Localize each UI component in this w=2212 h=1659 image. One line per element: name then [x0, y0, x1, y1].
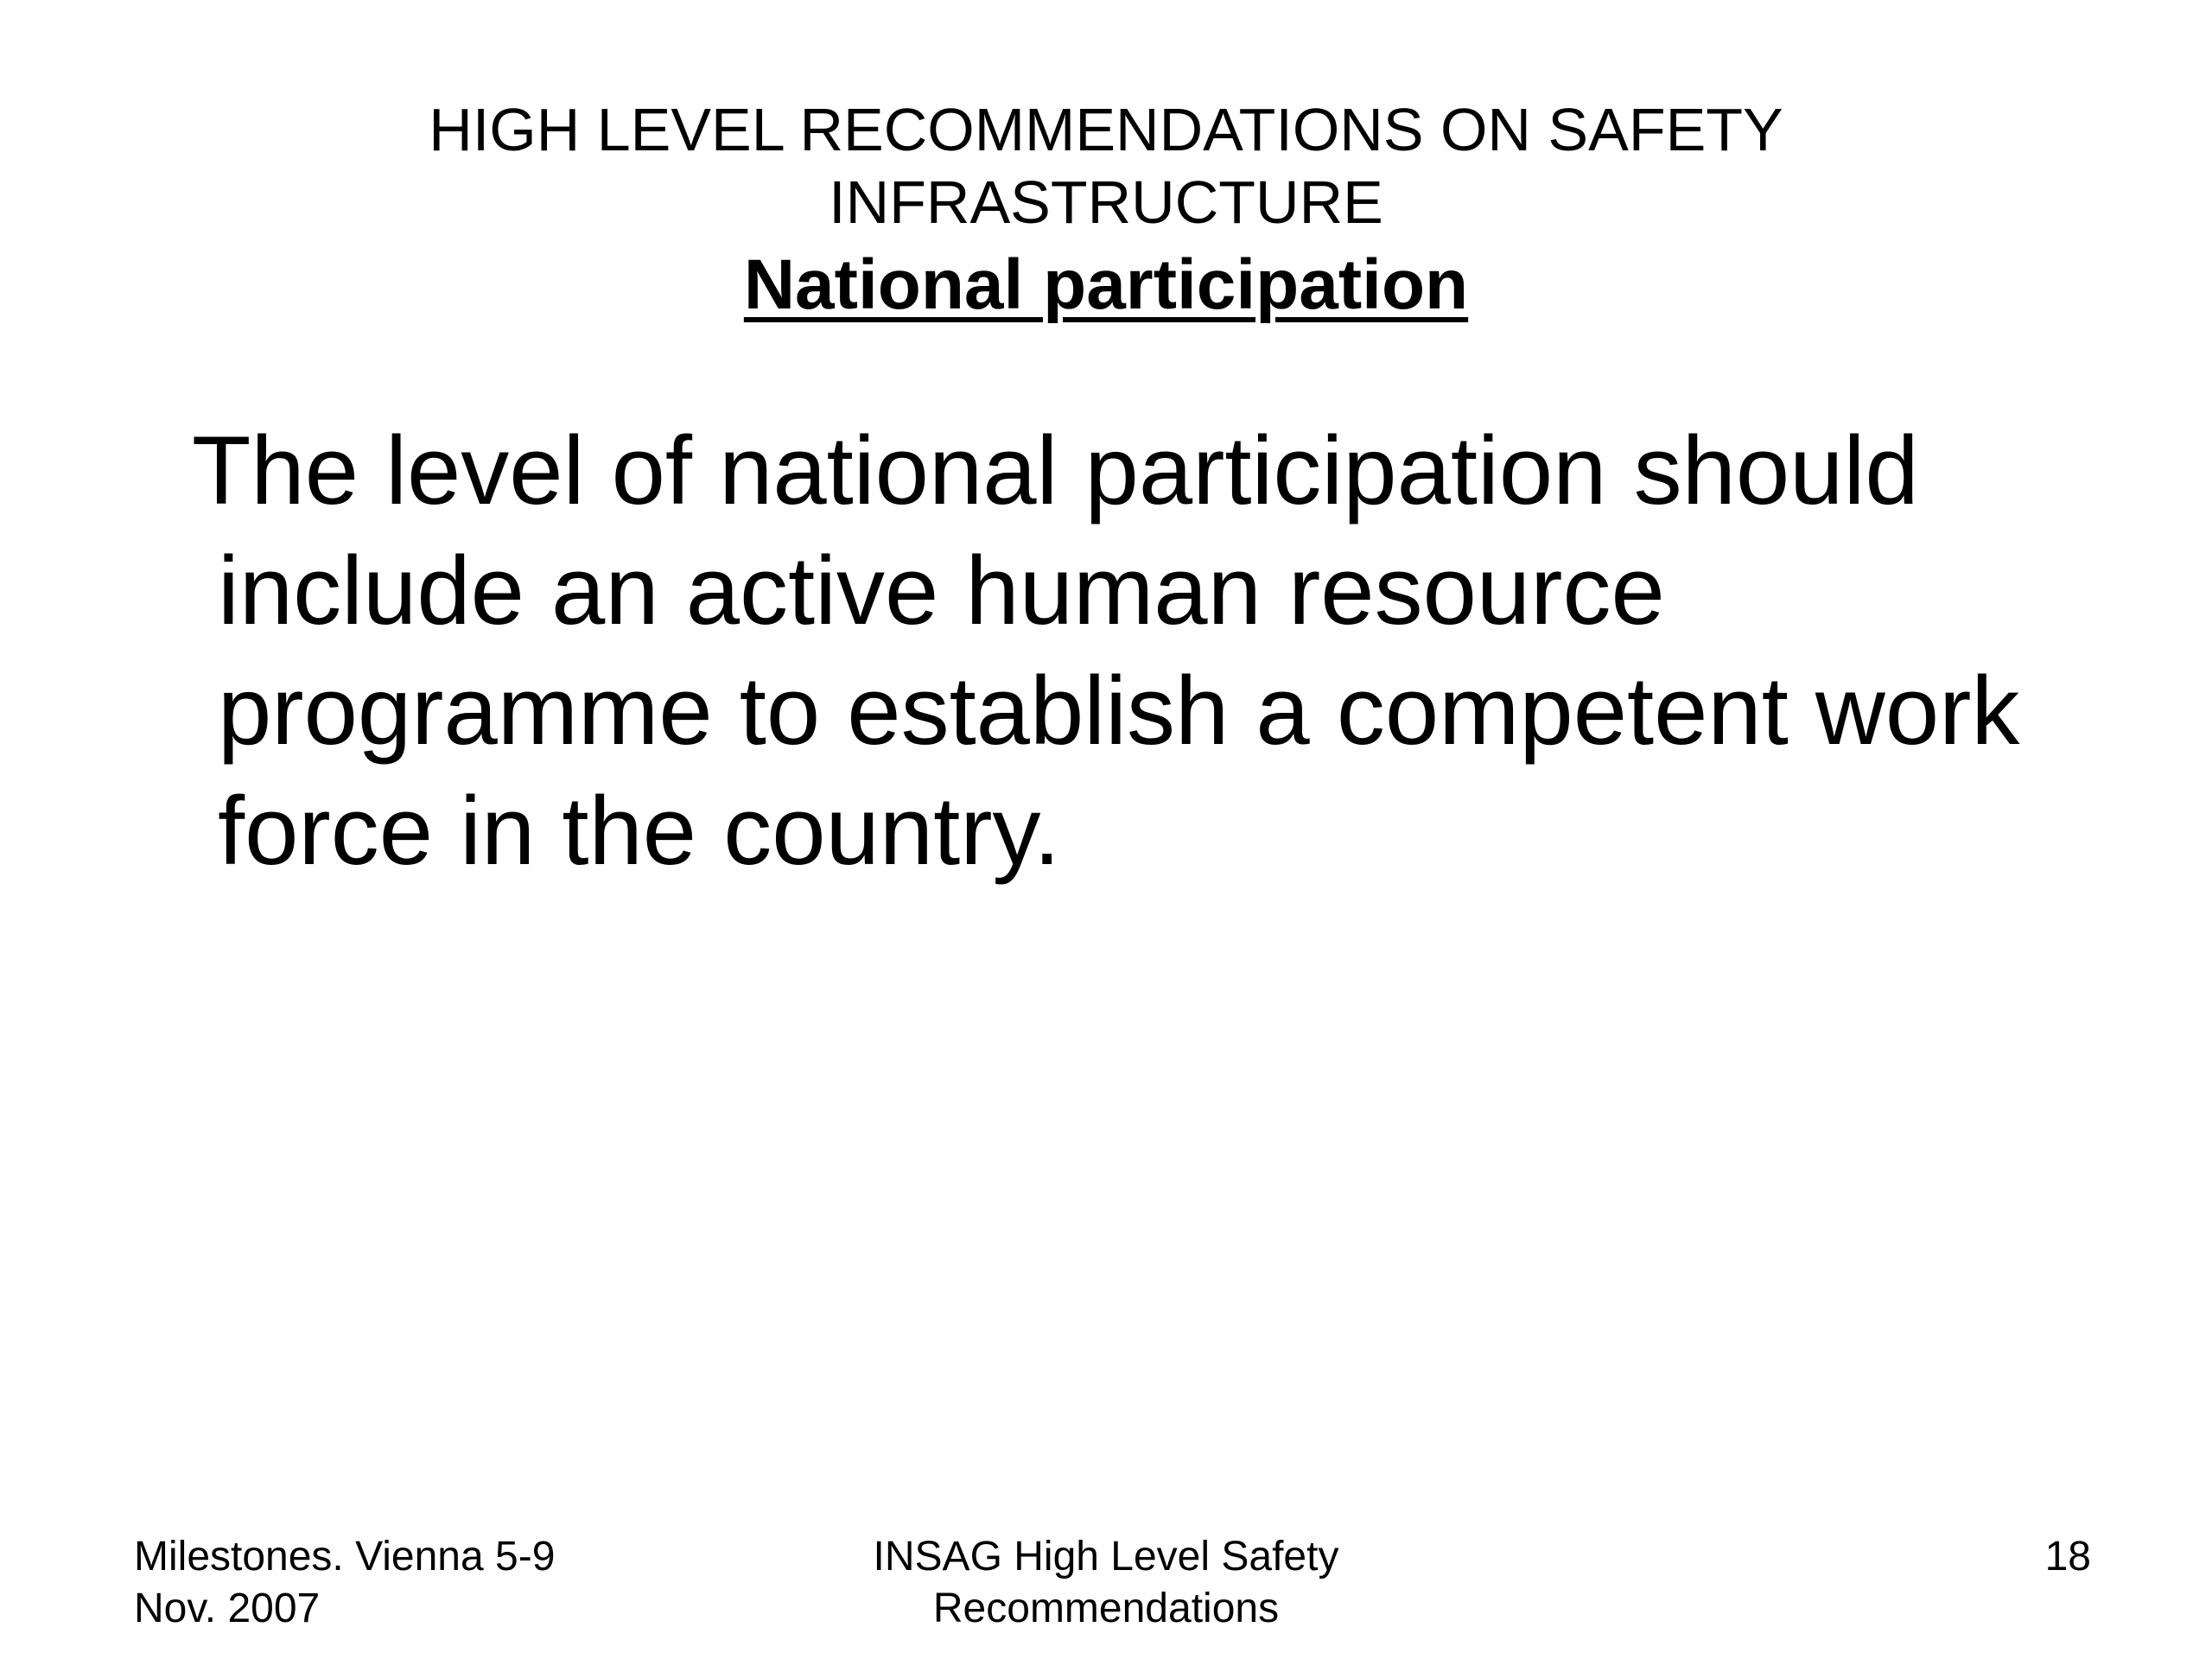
footer-document-title — [847, 1531, 1365, 1635]
body-paragraph: The level of national participation should include an active human resource programme to establish a competent work force in the country. — [192, 416, 2020, 885]
footer-title-line-1: INSAG High Level Safety — [873, 1534, 1339, 1580]
slide-subtitle: National participation — [743, 245, 1469, 324]
title-line-1: HIGH LEVEL RECOMMENDATIONS ON SAFETY — [429, 96, 1783, 163]
footer-title-line-2: Recommendations — [932, 1586, 1280, 1631]
page-number: 18 — [2044, 1534, 2091, 1580]
footer-event-line-1: Milestones. Vienna 5-9 — [134, 1534, 556, 1580]
title-line-2: INFRASTRUCTURE — [829, 168, 1383, 236]
slide-title — [259, 93, 1953, 328]
footer-event-line-2: Nov. 2007 — [134, 1586, 321, 1631]
footer-event — [134, 1531, 618, 1635]
